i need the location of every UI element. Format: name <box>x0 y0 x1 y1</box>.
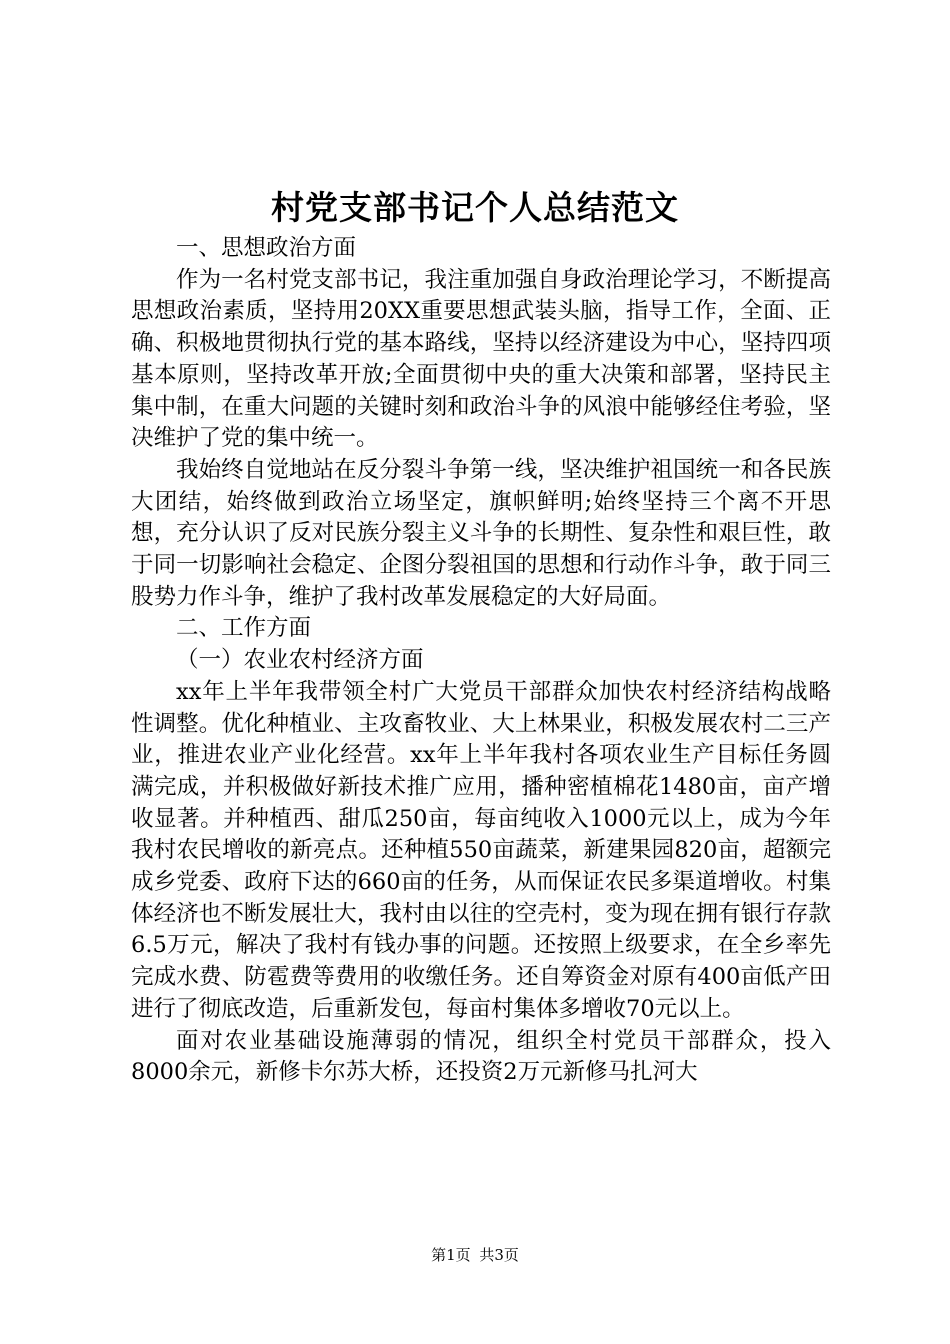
document-body <box>131 233 831 1089</box>
page-footer: 第1页 共3页 <box>431 1246 519 1264</box>
paragraph-infrastructure: 面对农业基础设施薄弱的情况，组织全村党员干部群众，投入8000余元，新修卡尔苏大桥，还投资2万元新修马扎河大 <box>131 1027 831 1086</box>
section-heading-work: 二、工作方面 <box>176 615 312 642</box>
paragraph-political-study: 作为一名村党支部书记，我注重加强自身政治理论学习，不断提高思想政治素质，坚持用20XX重要思想武装头脑，指导工作，全面、正确、积极地贯彻执行党的基本路线，坚持以经济建设为中心，坚持四项基本原则，坚持改革开放;全面贯彻中央的重大决策和部署，坚持民主集中制，在重大问题的关键时刻和政治斗争的风浪中能够经住考验，坚决维护了党的集中统一。 <box>131 266 831 452</box>
document-title: 村党支部书记个人总结范文 <box>271 188 679 227</box>
paragraph-anti-separatism: 我始终自觉地站在反分裂斗争第一线，坚决维护祖国统一和各民族大团结，始终做到政治立场坚定，旗帜鲜明;始终坚持三个离不开思想，充分认识了反对民族分裂主义斗争的长期性、复杂性和艰巨性，敢于同一切影响社会稳定、企图分裂祖国的思想和行动作斗争，敢于同三股势力作斗争，维护了我村改革发展稳定的大好局面。 <box>131 456 831 610</box>
paragraph-agriculture-economy: xx年上半年我带领全村广大党员干部群众加快农村经济结构战略性调整。优化种植业、主攻畜牧业、大上林果业，积极发展农村二三产业，推进农业产业化经营。xx年上半年我村各项农业生产目标任务圆满完成，并积极做好新技术推广应用，播种密植棉花1480亩，亩产增收显著。并种植西、甜瓜250亩，每亩纯收入1000元以上，成为今年我村农民增收的新亮点。还种植550亩蔬菜，新建果园820亩，超额完成乡党委、政府下达的660亩的任务，从而保证农民多渠道增收。村集体经济也不断发展壮大，我村由以往的空壳村，变为现在拥有银行存款6.5万元，解决了我村有钱办事的问题。还按照上级要求，在全乡率先完成水费、防雹费等费用的收缴任务。还自筹资金对原有400亩低产田进行了彻底改造，后重新发包，每亩村集体多增收70元以上。 <box>131 678 831 1022</box>
subsection-heading-agriculture: （一）农业农村经济方面 <box>176 647 424 674</box>
section-heading-politics: 一、思想政治方面 <box>176 235 357 261</box>
